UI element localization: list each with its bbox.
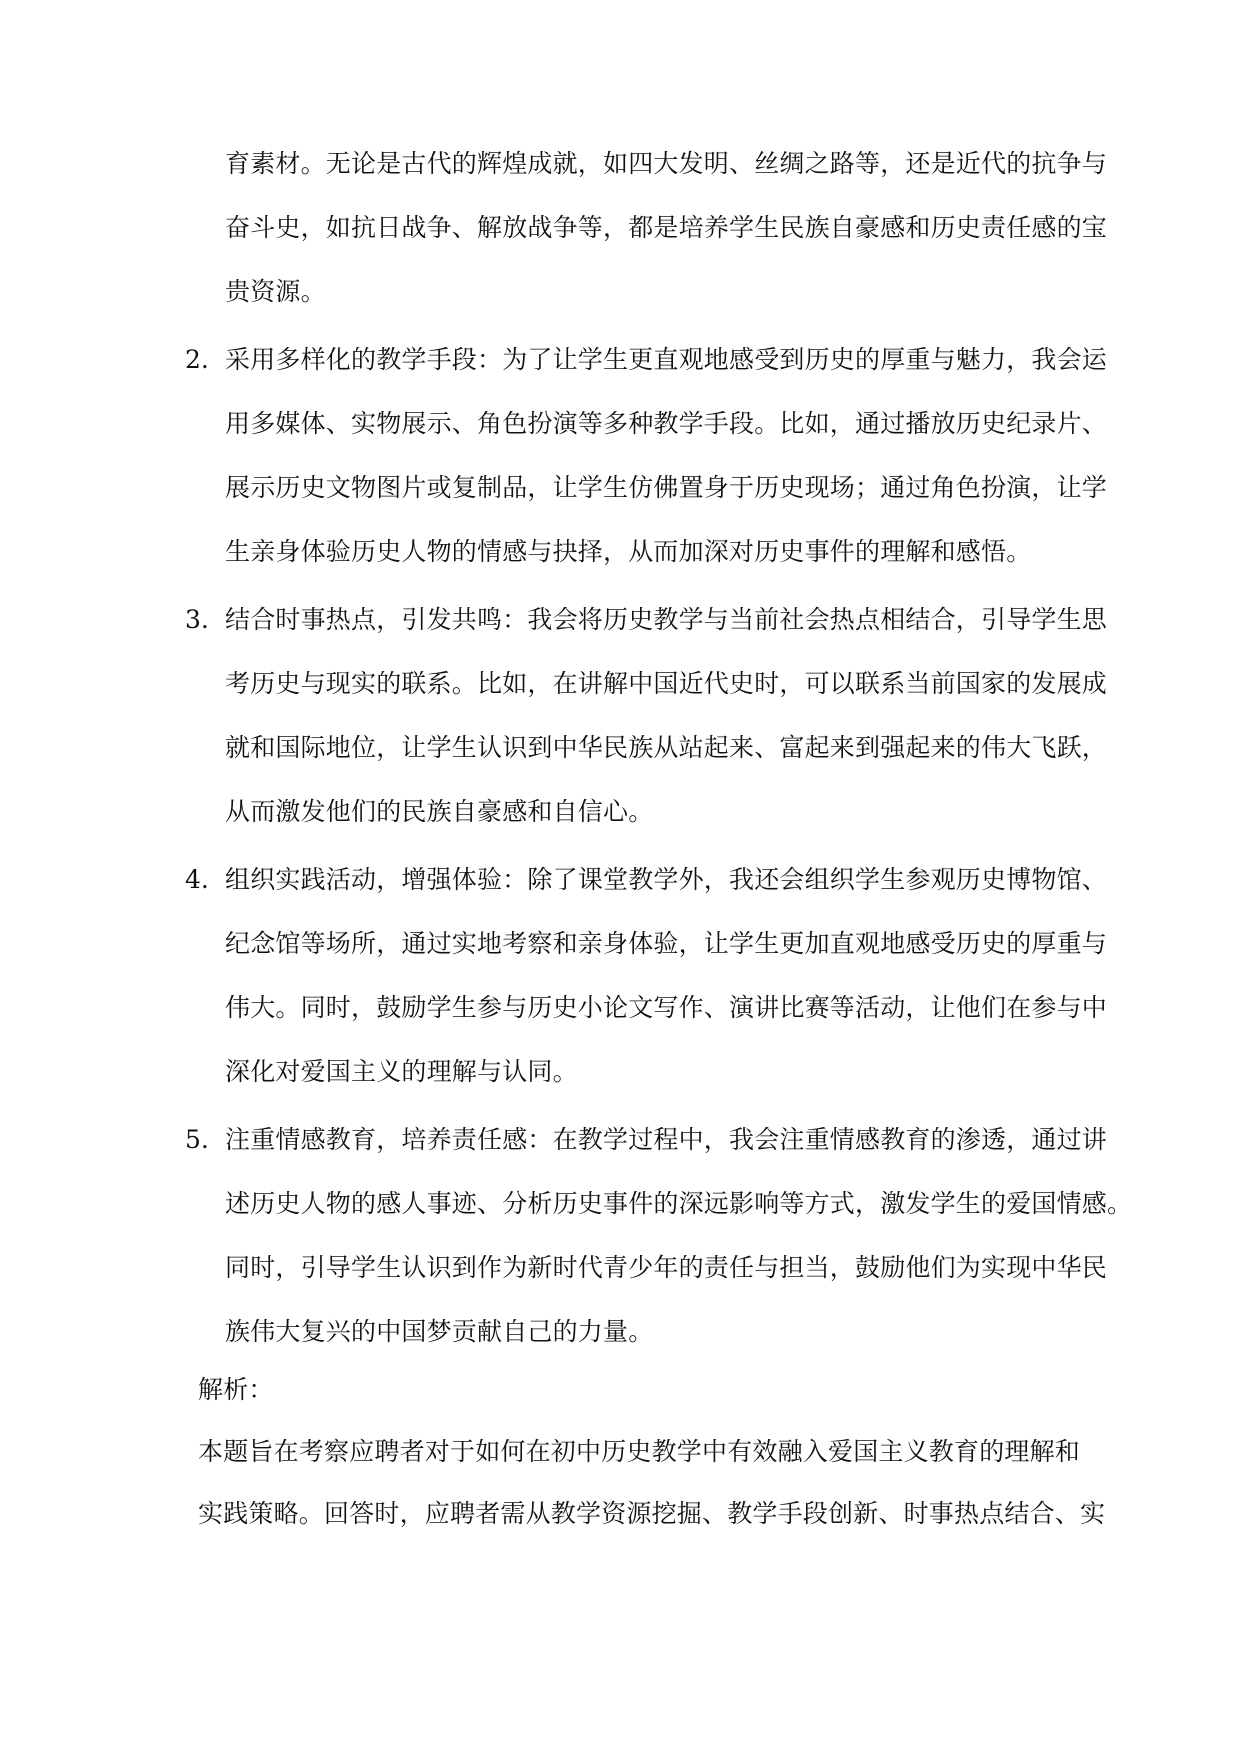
list-item-line: 从而激发他们的民族自豪感和自信心。 xyxy=(225,797,654,826)
list-item-line: 深化对爱国主义的理解与认同。 xyxy=(225,1057,578,1086)
list-item-line: 组织实践活动，增强体验：除了课堂教学外，我还会组织学生参观历史博物馆、 xyxy=(225,865,1108,894)
list-item-number: 3. xyxy=(185,605,209,634)
intro-line-2: 奋斗史，如抗日战争、解放战争等，都是培养学生民族自豪感和历史责任感的宝 xyxy=(225,213,1108,242)
list-item-line: 结合时事热点，引发共鸣：我会将历史教学与当前社会热点相结合，引导学生思 xyxy=(225,605,1108,634)
analysis-heading: 解析： xyxy=(198,1375,274,1404)
list-item-line: 展示历史文物图片或复制品，让学生仿佛置身于历史现场；通过角色扮演，让学 xyxy=(225,473,1108,502)
list-item-line: 考历史与现实的联系。比如，在讲解中国近代史时，可以联系当前国家的发展成 xyxy=(225,669,1108,698)
list-item-line: 族伟大复兴的中国梦贡献自己的力量。 xyxy=(225,1317,654,1346)
list-item-line: 注重情感教育，培养责任感：在教学过程中，我会注重情感教育的渗透，通过讲 xyxy=(225,1125,1108,1154)
analysis-line: 实践策略。回答时，应聘者需从教学资源挖掘、教学手段创新、时事热点结合、实 xyxy=(198,1499,1106,1528)
list-item-number: 5. xyxy=(185,1125,209,1154)
list-item-line: 生亲身体验历史人物的情感与抉择，从而加深对历史事件的理解和感悟。 xyxy=(225,537,1032,566)
list-item-line: 同时，引导学生认识到作为新时代青少年的责任与担当，鼓励他们为实现中华民 xyxy=(225,1253,1108,1282)
list-item-number: 4. xyxy=(185,865,209,894)
list-item-line: 纪念馆等场所，通过实地考察和亲身体验，让学生更加直观地感受历史的厚重与 xyxy=(225,929,1108,958)
list-item-number: 2. xyxy=(185,345,209,374)
intro-line-1: 育素材。无论是古代的辉煌成就，如四大发明、丝绸之路等，还是近代的抗争与 xyxy=(225,149,1108,178)
analysis-line: 本题旨在考察应聘者对于如何在初中历史教学中有效融入爱国主义教育的理解和 xyxy=(198,1437,1081,1466)
list-item-line: 采用多样化的教学手段：为了让学生更直观地感受到历史的厚重与魅力，我会运 xyxy=(225,345,1108,374)
list-item-line: 述历史人物的感人事迹、分析历史事件的深远影响等方式，激发学生的爱国情感。 xyxy=(225,1189,1133,1218)
intro-line-3: 贵资源。 xyxy=(225,277,326,306)
list-item-line: 用多媒体、实物展示、角色扮演等多种教学手段。比如，通过播放历史纪录片、 xyxy=(225,409,1108,438)
list-item-line: 就和国际地位，让学生认识到中华民族从站起来、富起来到强起来的伟大飞跃， xyxy=(225,733,1108,762)
list-item-line: 伟大。同时，鼓励学生参与历史小论文写作、演讲比赛等活动，让他们在参与中 xyxy=(225,993,1108,1022)
